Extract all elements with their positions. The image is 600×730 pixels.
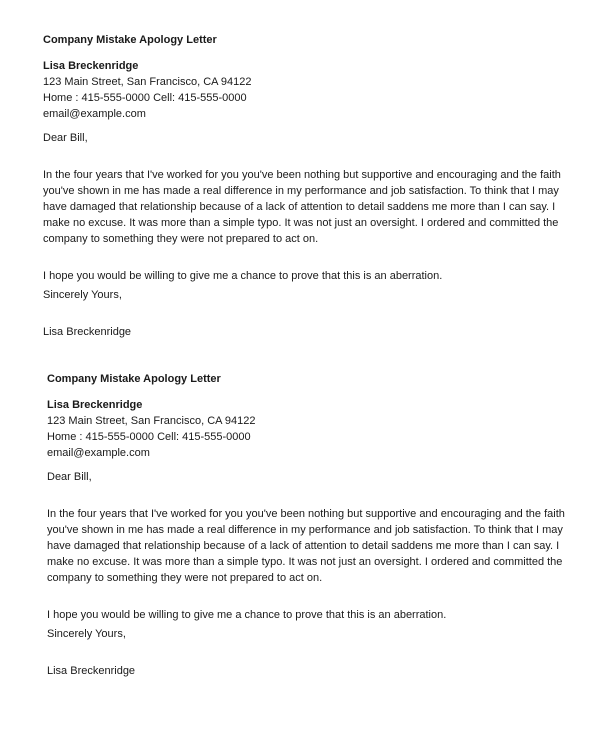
sender-block	[47, 397, 567, 461]
body-paragraph	[47, 506, 567, 586]
sender-email: email@example.com	[47, 447, 150, 459]
body-line: have damaged that relationship because of a lack of attention to detail saddens me more than I can say. I	[43, 201, 556, 213]
body-line: make no excuse. It was more than a simple typo. It was not just an oversight. I ordered and committed the	[43, 217, 559, 229]
greeting-text: Dear Bill,	[43, 132, 88, 144]
signature-block	[47, 663, 567, 679]
greeting	[47, 469, 567, 485]
body-line: In the four years that I've worked for you you've been nothing but supportive and encouraging and the faith	[43, 169, 561, 181]
sender-block	[43, 58, 563, 122]
body-line: In the four years that I've worked for you you've been nothing but supportive and encouraging and the faith	[47, 508, 565, 520]
body-line: you've shown in me has made a real difference in my performance and job satisfaction. To think that I may	[47, 524, 563, 536]
signature-block	[43, 324, 563, 340]
body-line: make no excuse. It was more than a simple typo. It was not just an oversight. I ordered and committed the	[47, 556, 563, 568]
body-line: have damaged that relationship because of a lack of attention to detail saddens me more than I can say. I	[47, 540, 560, 552]
closing-line: I hope you would be willing to give me a chance to prove that this is an aberration.	[47, 609, 447, 621]
sign-off: Sincerely Yours,	[47, 628, 126, 640]
letter-2	[47, 371, 567, 679]
body-line: company to something they were not prepared to act on.	[43, 233, 319, 245]
signature-name: Lisa Breckenridge	[43, 326, 132, 338]
closing-paragraph	[47, 607, 567, 642]
sender-email: email@example.com	[43, 108, 146, 120]
closing-paragraph	[43, 268, 563, 303]
letter-title: Company Mistake Apology Letter	[47, 373, 221, 385]
signature-name: Lisa Breckenridge	[47, 665, 136, 677]
sender-address: 123 Main Street, San Francisco, CA 94122	[47, 415, 256, 427]
closing-line: I hope you would be willing to give me a chance to prove that this is an aberration.	[43, 270, 443, 282]
sender-phones: Home : 415-555-0000 Cell: 415-555-0000	[43, 92, 247, 104]
sign-off: Sincerely Yours,	[43, 289, 122, 301]
body-line: you've shown in me has made a real difference in my performance and job satisfaction. To think that I may	[43, 185, 559, 197]
sender-name: Lisa Breckenridge	[47, 399, 143, 411]
sender-address: 123 Main Street, San Francisco, CA 94122	[43, 76, 252, 88]
greeting-text: Dear Bill,	[47, 471, 92, 483]
body-paragraph	[43, 167, 563, 247]
sender-name: Lisa Breckenridge	[43, 60, 139, 72]
letter-1	[43, 32, 563, 340]
body-line: company to something they were not prepared to act on.	[47, 572, 323, 584]
greeting	[43, 130, 563, 146]
sender-phones: Home : 415-555-0000 Cell: 415-555-0000	[47, 431, 251, 443]
letter-title: Company Mistake Apology Letter	[43, 34, 217, 46]
